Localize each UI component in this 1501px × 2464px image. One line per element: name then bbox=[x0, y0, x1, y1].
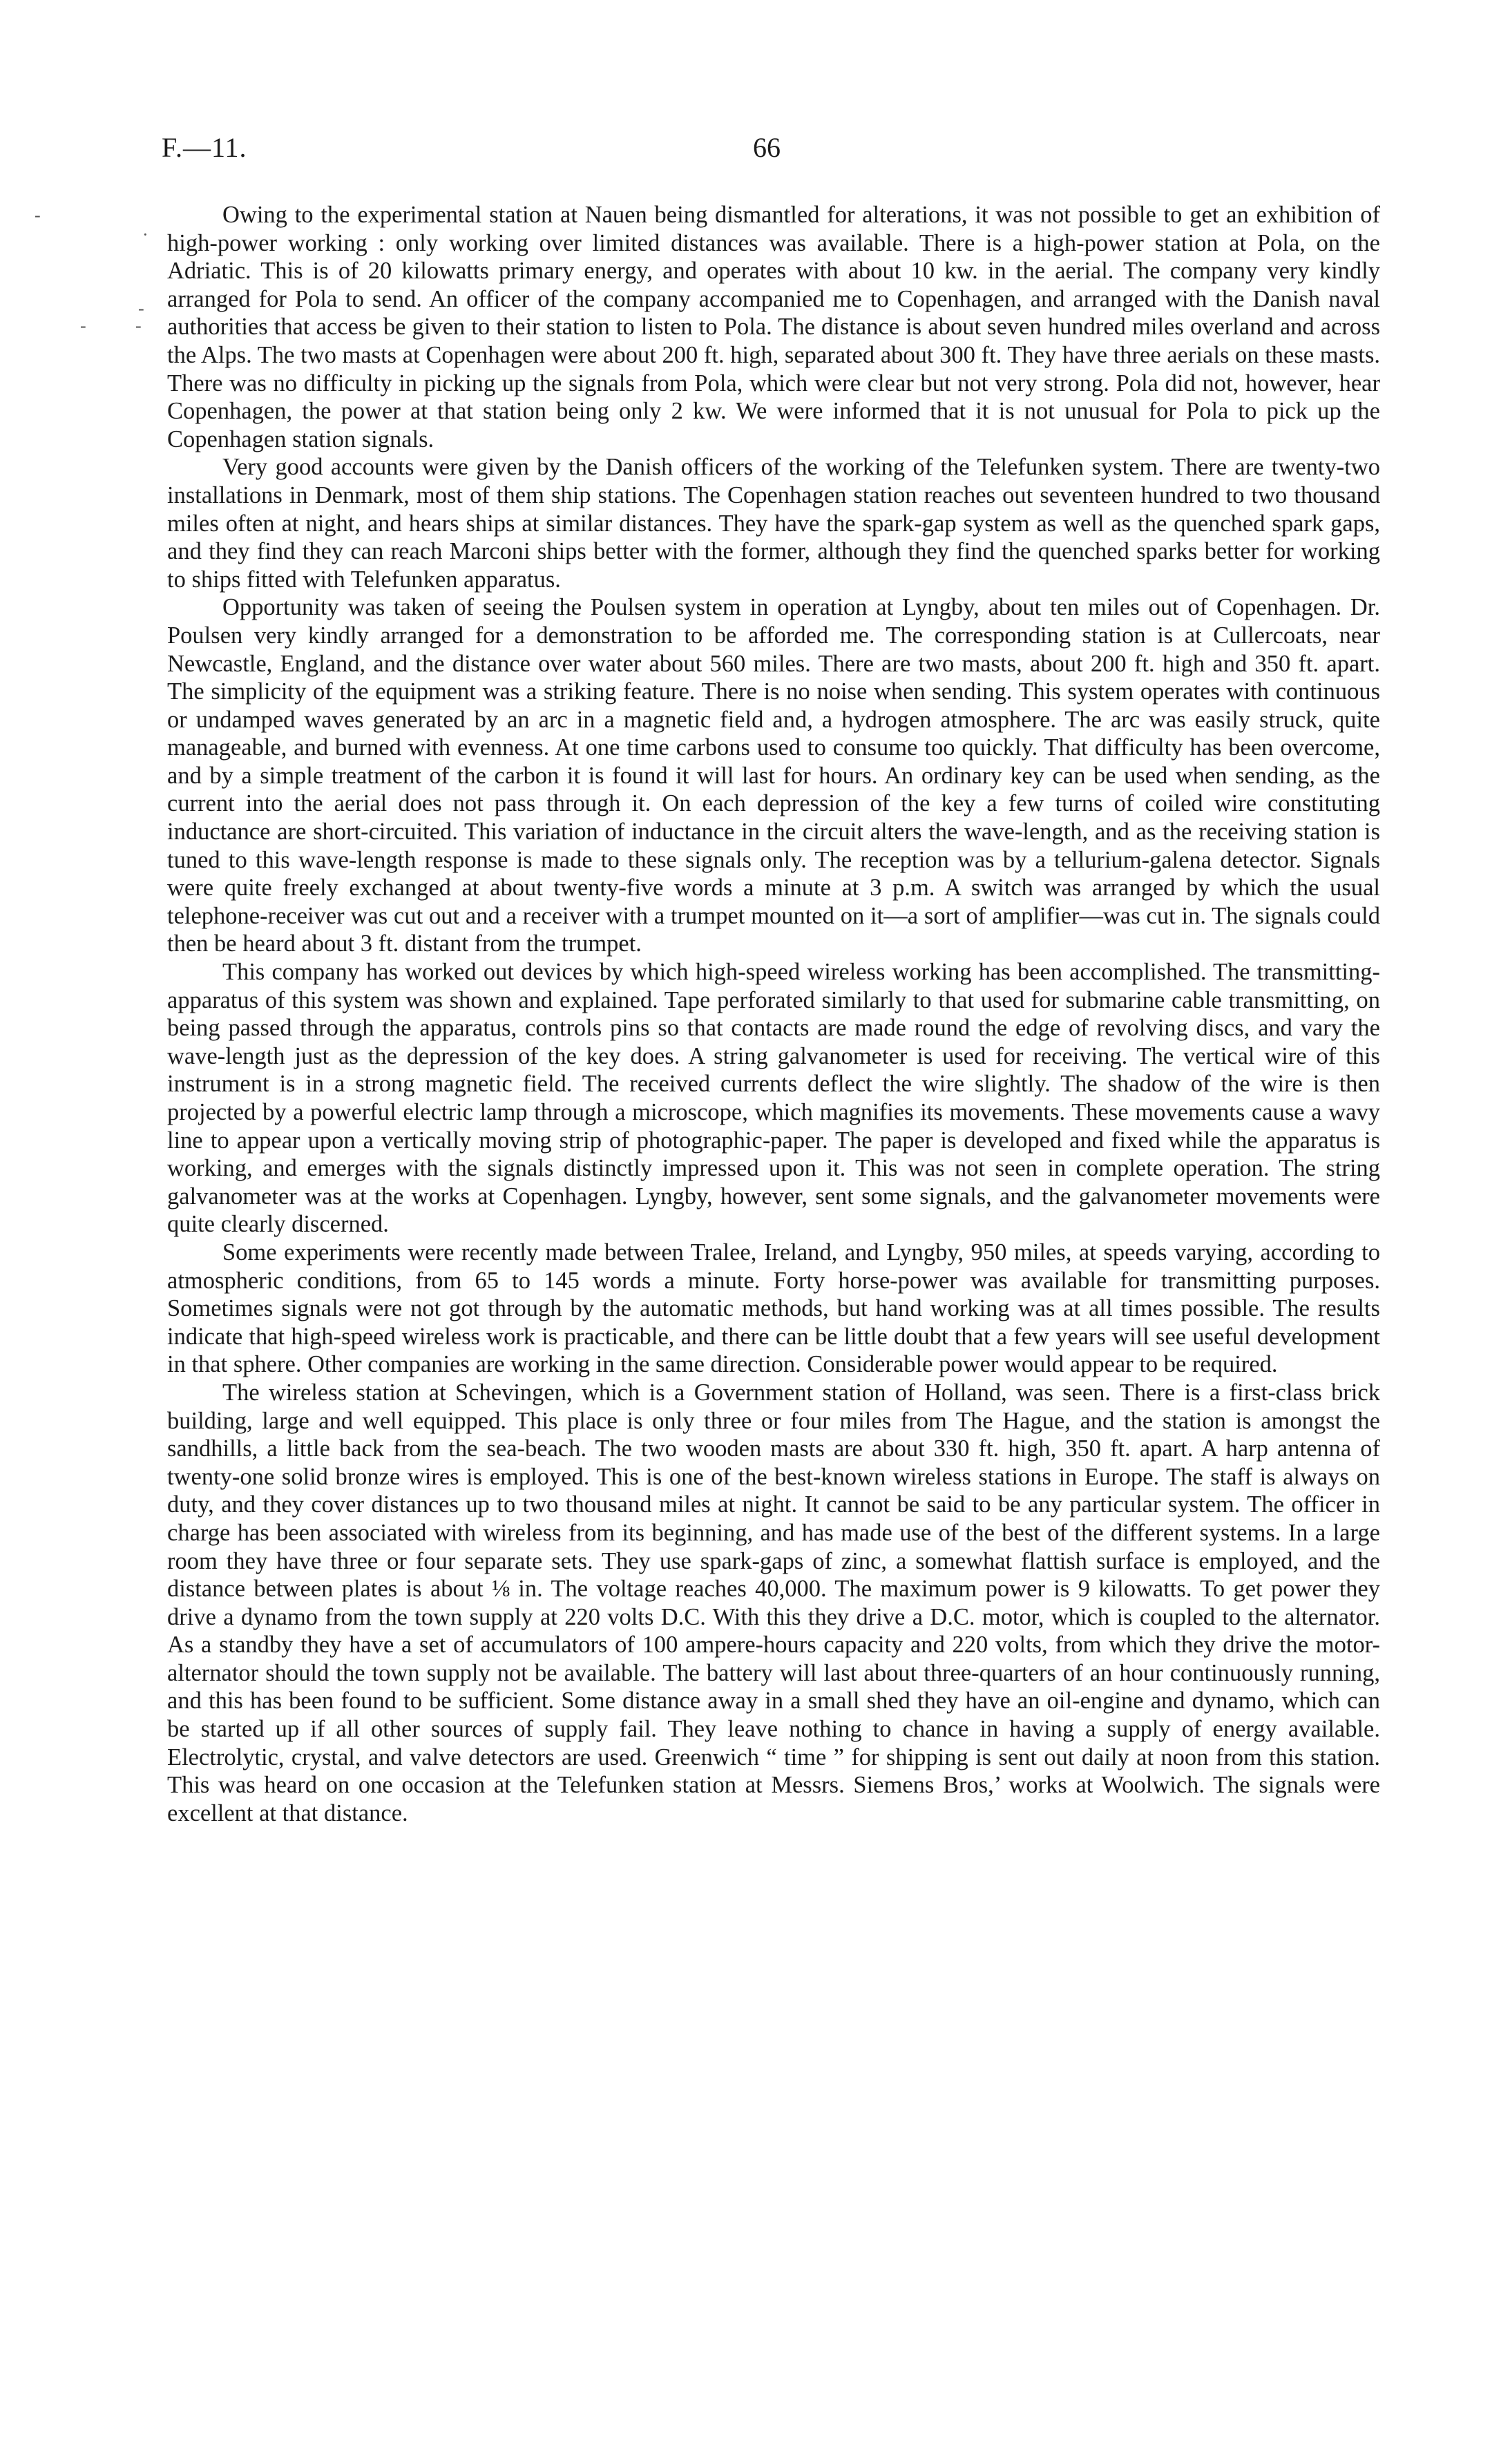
paragraph-danish-telefunken: Very good accounts were given by the Danish officers of the working of the Telefunken system. There are twenty-two installations in Denmark, most of them ship stations. The Copenhagen station reaches out seventeen hundred to two thousand miles often at night, and hears ships at similar distances. They have the spark-gap system as well as the quenched spark gaps, and they find they can reach Marconi ships better with the former, although they find the quenched sparks better for working to ships fitted with Telefunken apparatus. bbox=[167, 454, 1380, 593]
paragraph-schevingen-station: The wireless station at Schevingen, which is a Government station of Holland, was seen. There is a first-class brick building, large and well equipped. This place is only three or four miles from The Hague, and the station is amongst the sandhills, a little back from the sea-beach. The two wooden masts are about 330 ft. high, 350 ft. apart. A harp antenna of twenty-one solid bronze wires is employed. This is one of the best-known wireless stations in Europe. The staff is always on duty, and they cover distances up to two thousand miles at night. It cannot be said to be any particular system. The officer in charge has been associated with wireless from its beginning, and has made use of the best of the different systems. In a large room they have three or four separate sets. They use spark-gaps of zinc, a somewhat flattish surface is employed, and the distance between plates is about ⅛ in. The voltage reaches 40,000. The maximum power is 9 kilowatts. To get power they drive a dynamo from the town supply at 220 volts D.C. With this they drive a D.C. motor, which is coupled to the alternator. As a standby they have a set of accumulators of 100 ampere-hours capacity and 220 volts, from which they drive the motor-alternator should the town supply not be available. The battery will last about three-quarters of an hour continuously running, and this has been found to be sufficient. Some distance away in a small shed they have an oil-engine and dynamo, which can be started up if all other sources of supply fail. They leave nothing to chance in having a supply of energy available. Electrolytic, crystal, and valve detectors are used. Greenwich “ time ” for shipping is sent out daily at noon from this station. This was heard on one occasion at the Telefunken station at Messrs. Siemens Bros,’ works at Woolwich. The signals were excellent at that distance. bbox=[167, 1379, 1380, 1826]
paragraph-high-speed-apparatus: This company has worked out devices by which high-speed wireless working has been accomplished. The transmitting-apparatus of this system was shown and explained. Tape perforated similarly to that used for submarine cable transmitting, on being passed through the apparatus, controls pins so that contacts are made round the edge of revolving discs, and vary the wave-length just as the depression of the key does. A string galvanometer is used for receiving. The vertical wire of this instrument is in a strong magnetic field. The received currents deflect the wire slightly. The shadow of the wire is then projected by a powerful electric lamp through a microscope, which magnifies its movements. These movements cause a wavy line to appear upon a vertically moving strip of photographic-paper. The paper is developed and fixed while the apparatus is working, and emerges with the signals distinctly impressed upon it. This was not seen in complete operation. The string galvanometer was at the works at Copenhagen. Lyngby, however, sent some signals, and the galvanometer movements were quite clearly discerned. bbox=[167, 959, 1380, 1238]
margin-mark: - bbox=[80, 316, 86, 336]
margin-mark: · bbox=[142, 225, 149, 245]
margin-mark: - bbox=[138, 298, 144, 318]
page-number: 66 bbox=[753, 132, 781, 163]
body-text bbox=[167, 201, 1380, 1827]
margin-mark: - bbox=[135, 316, 142, 336]
margin-mark: - bbox=[35, 205, 41, 225]
paragraph-poulsen-lyngby: Opportunity was taken of seeing the Poulsen system in operation at Lyngby, about ten miles out of Copenhagen. Dr. Poulsen very kindly arranged for a demonstration to be afforded me. The corresponding station is at Cullercoats, near Newcastle, England, and the distance over water about 560 miles. There are two masts, about 200 ft. high and 350 ft. apart. The simplicity of the equipment was a striking feature. There is no noise when sending. This system operates with continuous or undamped waves generated by an arc in a magnetic field and, a hydrogen atmosphere. The arc was easily struck, quite manageable, and burned with evenness. At one time carbons used to consume too quickly. That difficulty has been overcome, and by a simple treatment of the carbon it is found it will last for hours. An ordinary key can be used when sending, as the current into the aerial does not pass through it. On each depression of the key a few turns of coiled wire constituting inductance are short-circuited. This variation of inductance in the circuit alters the wave-length, and as the receiving station is tuned to this wave-length response is made to these signals only. The reception was by a tellurium-galena detector. Signals were quite freely exchanged at about twenty-five words a minute at 3 p.m. A switch was arranged by which the usual telephone-receiver was cut out and a receiver with a trumpet mounted on it—a sort of amplifier—was cut in. The signals could then be heard about 3 ft. distant from the trumpet. bbox=[167, 594, 1380, 957]
document-reference: F.—11. bbox=[162, 132, 247, 163]
paragraph-nauen-pola: Owing to the experimental station at Nauen being dismantled for alterations, it was not possible to get an exhibition of high-power working : only working over limited distances was available. There is a high-power station at Pola, on the Adriatic. This is of 20 kilowatts primary energy, and operates with about 10 kw. in the aerial. The company very kindly arranged for Pola to send. An officer of the company accompanied me to Copenhagen, and arranged with the Danish naval authorities that access be given to their station to listen to Pola. The distance is about seven hundred miles overland and across the Alps. The two masts at Copenhagen were about 200 ft. high, separated about 300 ft. They have three aerials on these masts. There was no difficulty in picking up the signals from Pola, which were clear but not very strong. Pola did not, however, hear Copenhagen, the power at that station being only 2 kw. We were informed that it is not unusual for Pola to pick up the Copenhagen station signals. bbox=[167, 202, 1380, 452]
paragraph-tralee-experiments: Some experiments were recently made between Tralee, Ireland, and Lyngby, 950 miles, at speeds varying, according to atmospheric conditions, from 65 to 145 words a minute. Forty horse-power was available for transmitting purposes. Sometimes signals were not got through by the automatic methods, but hand working was at all times possible. The results indicate that high-speed wireless work is practicable, and there can be little doubt that a few years will see useful development in that sphere. Other companies are working in the same direction. Considerable power would appear to be required. bbox=[167, 1239, 1380, 1378]
